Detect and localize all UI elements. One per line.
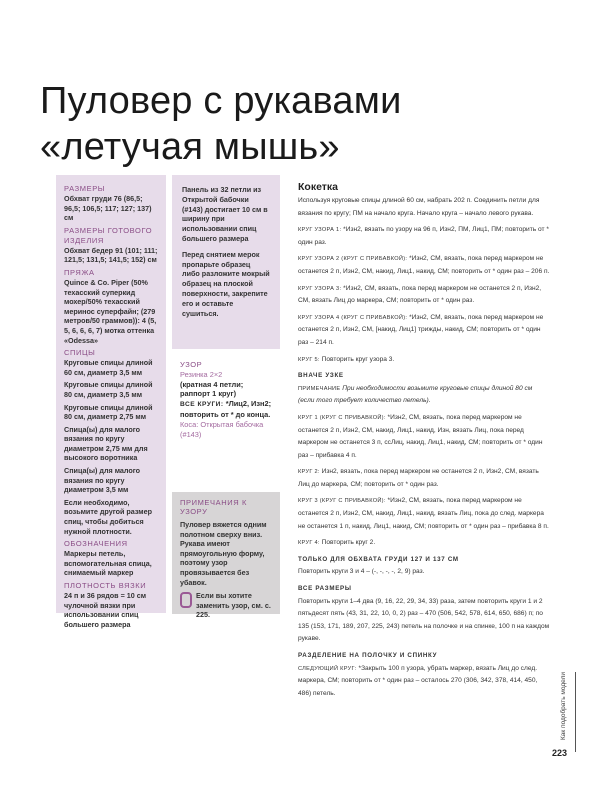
round-label: КРУГ УЗОРА 3: (298, 285, 342, 292)
gauge-note-box (172, 175, 280, 349)
narrow-heading: ВНАЧЕ УЗКЕ (298, 372, 344, 380)
section-heading: ПРЯЖА (64, 267, 95, 277)
spec-section-needles (64, 348, 158, 536)
section-text: Обхват груди 76 (86,5; 96,5; 106,5; 117; 127; 137) см (64, 194, 152, 223)
pattern-rounds-label: ВСЕ КРУГИ: (180, 401, 224, 409)
round-text: *Изн2, СМ, вязать, пока перед маркером не останется 2 п, Изн2, СМ, накид, Лиц1, накид, СМ; повторить от * один раз – 206 п. (298, 255, 550, 275)
section-heading: СПИЦЫ (64, 348, 96, 358)
pattern-rounds-text: *Лиц2, Изн2; повторить от * до конца. (180, 399, 272, 419)
round-label: КРУГ 2: (298, 469, 320, 476)
gauge-note-2: Перед снятием мерок пропарьте образец либо разложите мокрый образец на плоской поверхности, закрепите его и оставьте сушиться. (182, 249, 270, 318)
spec-section-yarn (64, 268, 158, 345)
only-sizes-heading: ТОЛЬКО ДЛЯ ОБХВАТА ГРУДИ 127 И 137 СМ (298, 555, 459, 563)
round-label: КРУГ 1 (КРУГ С ПРИБАВКОЙ): (298, 414, 386, 421)
round-text: *Изн2, вязать по узору на 96 п, Изн2, ПМ, Лиц1, ПМ; повторить от * один раз. (298, 226, 549, 246)
yoke-intro: Используя круговые спицы длиной 60 см, набрать 202 п. Соединить петли для вязания по кругу; ПМ на начало круга. Начало круга – начало левого рукава. (298, 197, 540, 217)
side-divider (575, 672, 576, 752)
round-label: КРУГ 3 (КРУГ С ПРИБАВКОЙ): (298, 498, 386, 505)
section-text: Quince & Co. Piper (50% техасский суперкид мохер/50% техасский меринос суперфайн; (279 метров/50 граммов)): 4 (5, 5, 6, 6, 6, 7) мотка оттенка «Odessa» (64, 277, 157, 345)
section-text: Круговые спицы длиной 80 см, диаметр 2,75 мм (64, 402, 153, 422)
section-text: Если необходимо, возьмите другой размер спиц, чтобы добиться нужной плотности. (64, 497, 152, 536)
spec-section-notions (64, 539, 158, 578)
section-heading: РАЗМЕРЫ (64, 184, 106, 193)
all-sizes-heading: ВСЕ РАЗМЕРЫ (298, 585, 352, 593)
pattern-repeat: (кратная 4 петли; раппорт 1 круг) (180, 379, 244, 399)
notes-text: Пуловер вяжется одним полотном сверху вниз. Рукава имеют прямоугольную форму, поэтому узор провязывается без убавок. (180, 520, 267, 587)
spec-section-sizes (64, 184, 158, 223)
round-label: КРУГ 4: (298, 540, 320, 547)
spec-section-finished (64, 226, 158, 265)
notes-tip (180, 591, 272, 620)
gauge-note-1: Панель из 32 петли из Открытой бабочки (#143) достигает 10 см в ширину при использовании спиц большего размера (182, 185, 268, 243)
round-label: КРУГ 5: (298, 356, 320, 363)
page-title (40, 78, 580, 170)
section-heading: ПЛОТНОСТЬ ВЯЗКИ (64, 581, 147, 590)
section-heading: РАЗМЕРЫ ГОТОВОГО ИЗДЕЛИЯ (64, 225, 153, 245)
round-label: КРУГ УЗОРА 1: (298, 227, 342, 234)
section-heading: ОБОЗНАЧЕНИЯ (64, 539, 128, 549)
pattern-heading: УЗОР (180, 360, 203, 369)
yoke-heading: Кокетка (298, 181, 339, 193)
round-text: Изн2, вязать, пока перед маркером не останется 2 п, Изн2, СМ, вязать Лиц до маркера, СМ; повторить от * один раз. (298, 468, 539, 488)
round-label: КРУГ УЗОРА 2 (КРУГ С ПРИБАВКОЙ): (298, 256, 408, 263)
notes-heading: ПРИМЕЧАНИЯ К УЗОРУ (180, 498, 247, 516)
spec-section-gauge (64, 581, 158, 629)
round-label: СЛЕДУЮЩИЙ КРУГ: (298, 665, 357, 672)
round-text: *Изн2, СМ, вязать, пока перед маркером не останется 2 п, Изн2, СМ, вязать Лиц до маркера, СМ; повторить от * один раз. (298, 284, 542, 305)
pattern-box (172, 352, 280, 484)
round-text: Повторить круг узора 3. (321, 355, 395, 363)
all-sizes-text: Повторить круги 1–4 два (9, 16, 22, 29, 34, 33) раза, затем повторить круги 1 и 2 пятьдесят пять (43, 31, 22, 10, 0, 2) раз – 470 (506, 542, 578, 614, 650, 686) п; по 135 (153, 171, 189, 207, 225, 243) петель на полочке и на спинке, 100 п на каждом рукаве. (298, 597, 550, 643)
section-text: Маркеры петель, вспомогательная спица, снимаемый маркер (64, 549, 152, 578)
section-text: Спица(ы) для малого вязания по кругу диаметром 3,5 мм (64, 466, 141, 495)
title-line-1: Пуловер с рукавами (40, 80, 402, 122)
section-text: Обхват бедер 91 (101; 111; 121,5; 131,5; 141,5; 152) см (64, 245, 158, 265)
round-label: КРУГ УЗОРА 4 (КРУГ С ПРИБАВКОЙ): (298, 314, 408, 321)
title-line-2: «летучая мышь» (40, 126, 340, 168)
instructions-column (298, 180, 550, 700)
note-label: ПРИМЕЧАНИЕ (298, 385, 341, 392)
round-text: Повторить круг 2. (321, 539, 376, 547)
tip-icon (180, 592, 192, 608)
section-text: Круговые спицы длиной 80 см, диаметр 3,5 мм (64, 380, 153, 399)
round-text: *Изн2, СМ, вязать, пока перед маркером не останется 2 п, Изн2, СМ, накид, Лиц1, накид, вязать Лиц, пока до след. маркера не останется 1 п, накид, Лиц1, накид, СМ; повторить от * один раз – прибавка 8 п. (298, 497, 549, 530)
pattern-name: Резинка 2×2 (180, 369, 223, 379)
note-text: При необходимости возьмите круговые спицы длиной 80 см (если того требует количество петель). (298, 384, 533, 405)
pattern-notes-box (172, 492, 280, 620)
section-text: Спица(ы) для малого вязания по кругу диаметром 2,75 мм для высокого воротника (64, 424, 148, 463)
round-text: *Изн2, СМ, вязать, пока перед маркером не останется 2 п, Изн2, СМ, [накид, Лиц1] трижды, накид, СМ; повторить от * один раз – 214 п. (298, 313, 544, 346)
page-number: 223 (552, 748, 568, 758)
side-running-head: Как подобрать модели (560, 672, 567, 740)
tip-text: Если вы хотите заменить узор, см. с. 225. (196, 591, 271, 620)
specs-sidebar (56, 175, 166, 629)
round-text: *Изн2, СМ, вязать, пока перед маркером не останется 2 п, Изн2, СМ, накид, Лиц1, накид, Изн, вязать Лиц, пока перед маркером не останется 3 п, ссЛиц, накид, Лиц1, накид, СМ; повторить от * один раз – прибавка 4 п. (298, 413, 543, 459)
pattern-cable-link: Коса: Открытая бабочка (#143) (180, 419, 264, 439)
only-sizes-text: Повторить круги 3 и 4 – (-, -, -, -, 2, 9) раз. (298, 568, 425, 576)
split-heading: РАЗДЕЛЕНИЕ НА ПОЛОЧКУ И СПИНКУ (298, 652, 438, 659)
section-text: Круговые спицы длиной 60 см, диаметр 3,5 мм (64, 358, 153, 377)
section-text: 24 п и 36 рядов = 10 см чулочной вязки при использовании спиц большего размера (64, 591, 147, 629)
split-text: *Закрыть 100 п узора, убрать маркер, вязать Лиц до след. маркера, СМ; повторить от * один раз – осталось 270 (306, 342, 378, 414, 450, 486) петель. (298, 664, 538, 697)
